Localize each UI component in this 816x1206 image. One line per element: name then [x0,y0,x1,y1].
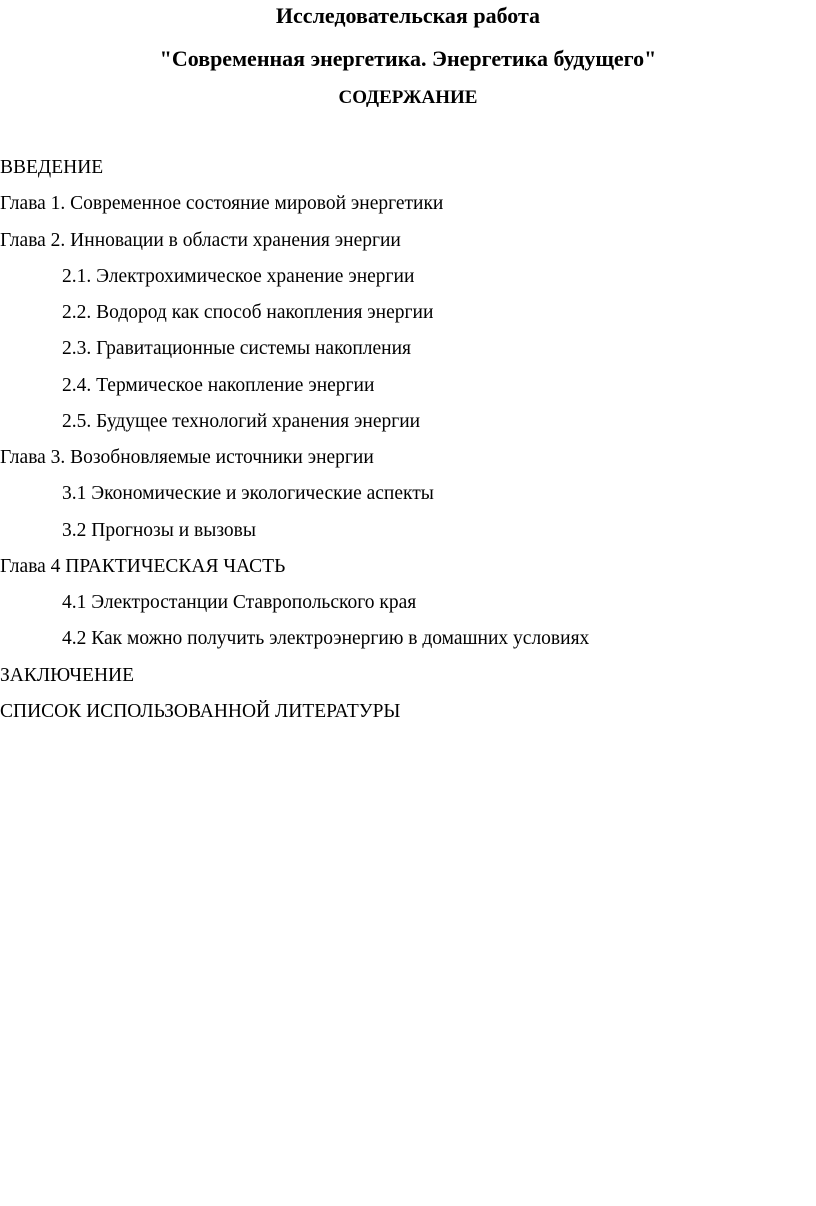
toc-entry-section-2-2: 2.2. Водород как способ накопления энергии [62,302,434,323]
toc-entry-chapter-1: Глава 1. Современное состояние мировой энергетики [0,193,444,215]
toc-entry-section-2-1: 2.1. Электрохимическое хранение энергии [62,265,415,287]
toc-entry-section-2-4: 2.4. Термическое накопление энергии [62,374,375,396]
toc-entry-conclusion: ЗАКЛЮЧЕНИЕ [0,664,135,686]
contents-heading: СОДЕРЖАНИЕ [338,87,478,108]
toc-entry-chapter-3: Глава 3. Возобновляемые источники энергии [0,447,374,468]
toc-entry-section-3-1: 3.1 Экономические и экологические аспекты [62,483,434,505]
table-of-contents [0,155,589,735]
document-title: Исследовательская работа [275,3,541,28]
toc-entry-chapter-4: Глава 4 ПРАКТИЧЕСКАЯ ЧАСТЬ [0,555,286,577]
toc-entry-section-4-2: 4.2 Как можно получить электроэнергию в домашних условиях [62,628,590,650]
toc-entry-section-4-1: 4.1 Электростанции Ставропольского края [62,592,417,613]
toc-entry-chapter-2: Глава 2. Инновации в области хранения энергии [0,229,401,251]
document-subtitle: "Современная энергетика. Энергетика будущего" [159,46,657,71]
toc-entry-section-2-5: 2.5. Будущее технологий хранения энергии [62,410,421,432]
toc-entry-introduction: ВВЕДЕНИЕ [0,157,104,178]
toc-entry-bibliography: СПИСОК ИСПОЛЬЗОВАННОЙ ЛИТЕРАТУРЫ [0,700,401,722]
toc-entry-section-2-3: 2.3. Гравитационные системы накопления [62,338,411,360]
toc-entry-section-3-2: 3.2 Прогнозы и вызовы [62,519,256,541]
